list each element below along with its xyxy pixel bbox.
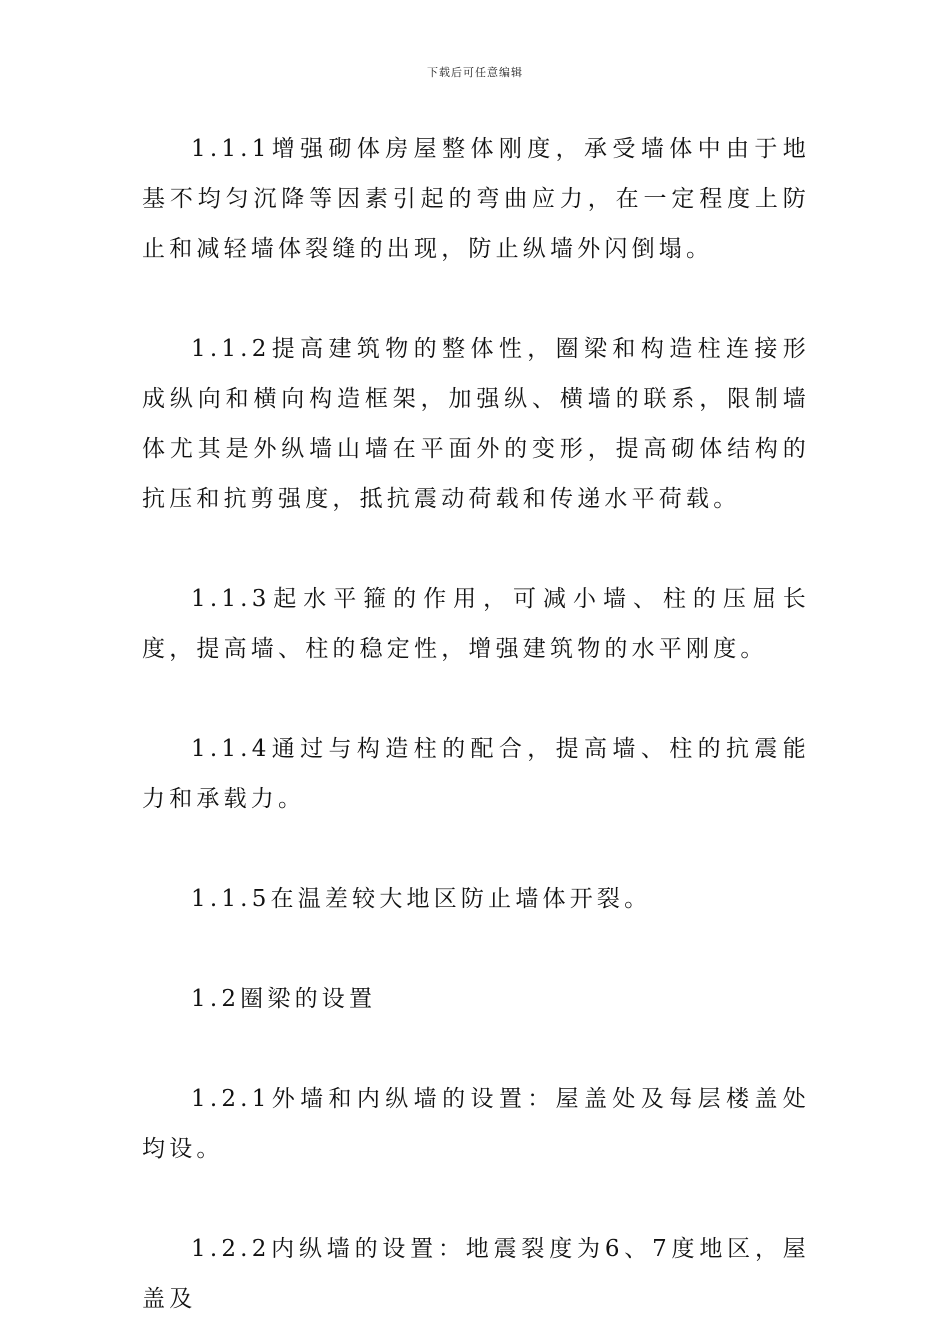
paragraph-1-1-4: 1.1.4通过与构造柱的配合，提高墙、柱的抗震能力和承载力。 [142,736,810,812]
page-header: 下载后可任意编辑 [427,66,523,79]
section-heading-1-2: 1.2圈梁的设置 [191,986,377,1012]
document-body [142,124,810,1324]
paragraph-1-1-3: 1.1.3起水平箍的作用，可减小墙、柱的压屈长度，提高墙、柱的稳定性，增强建筑物的水平刚度。 [142,586,810,662]
paragraph-1-2-2: 1.2.2内纵墙的设置：地震裂度为6、7度地区，屋盖及 [142,1236,810,1312]
paragraph-1-1-1: 1.1.1增强砌体房屋整体刚度，承受墙体中由于地基不均匀沉降等因素引起的弯曲应力，在一定程度上防止和减轻墙体裂缝的出现，防止纵墙外闪倒塌。 [142,136,810,262]
paragraph-1-2-1: 1.2.1外墙和内纵墙的设置：屋盖处及每层楼盖处均设。 [142,1086,810,1162]
paragraph-1-1-2: 1.1.2提高建筑物的整体性，圈梁和构造柱连接形成纵向和横向构造框架，加强纵、横墙的联系，限制墙体尤其是外纵墙山墙在平面外的变形，提高砌体结构的抗压和抗剪强度，抵抗震动荷载和传递水平荷载。 [142,336,810,512]
paragraph-1-1-5: 1.1.5在温差较大地区防止墙体开裂。 [191,886,652,912]
